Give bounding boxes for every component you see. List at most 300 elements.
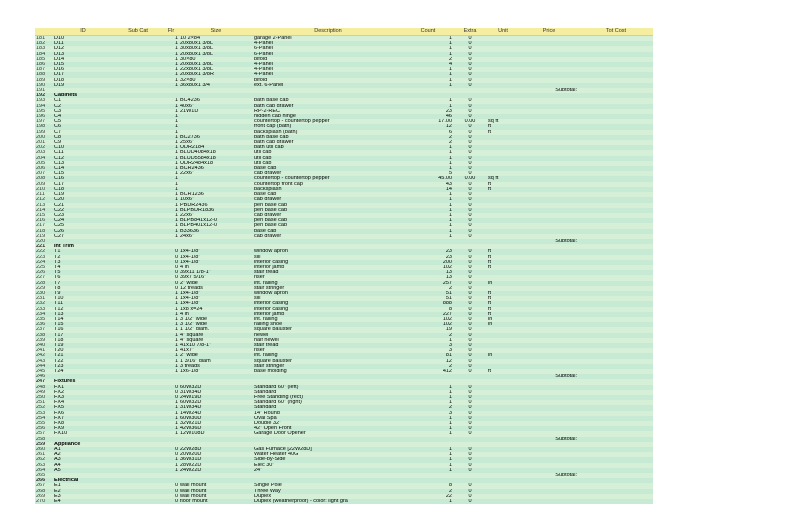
extra-cell[interactable]: 0 <box>468 337 472 343</box>
count-cell[interactable]: 43 <box>445 181 452 187</box>
id-cell[interactable]: T4 <box>54 264 61 270</box>
count-cell[interactable]: 23 <box>445 254 452 260</box>
count-cell[interactable]: 45.00 <box>438 176 452 182</box>
size-cell[interactable]: 1x4-1/8" <box>180 249 201 255</box>
description-cell[interactable]: pen base cab <box>254 202 288 208</box>
count-cell[interactable]: 412 <box>442 369 452 374</box>
id-cell[interactable]: T21 <box>54 353 64 359</box>
floor-cell[interactable]: 1 <box>174 82 178 88</box>
description-cell[interactable]: 6-Panel <box>254 46 273 52</box>
id-cell[interactable]: C23 <box>54 212 65 218</box>
extra-cell[interactable]: 0 <box>468 129 472 135</box>
floor-cell[interactable]: 1 <box>174 119 178 125</box>
extra-cell[interactable]: 0 <box>468 218 472 224</box>
description-cell[interactable]: bath cab drawer <box>254 103 294 109</box>
price-cell[interactable] <box>519 499 579 504</box>
extra-cell[interactable]: 0 <box>468 488 472 494</box>
size-cell[interactable]: BCR2436 <box>180 166 204 172</box>
size-cell[interactable]: 31W34D <box>180 389 202 395</box>
count-cell[interactable]: 1 <box>448 223 452 229</box>
description-cell[interactable]: util cab <box>254 155 272 161</box>
id-cell[interactable]: C25 <box>54 223 65 229</box>
size-cell[interactable]: 25x6" <box>180 140 194 146</box>
description-cell[interactable]: bath base cab <box>254 134 289 140</box>
row-number-cell[interactable]: 215 <box>36 212 46 218</box>
row-number-cell[interactable]: 207 <box>36 171 46 177</box>
count-cell[interactable]: 1 <box>448 452 452 458</box>
size-cell[interactable]: 22x6" <box>180 212 194 218</box>
row-number-cell[interactable]: 184 <box>36 51 46 57</box>
count-cell[interactable]: 1 <box>448 395 452 401</box>
floor-cell[interactable]: 1 <box>174 332 178 338</box>
id-cell[interactable]: C27 <box>54 233 65 239</box>
id-cell[interactable]: C22 <box>54 207 65 213</box>
description-cell[interactable]: stair stringer <box>254 285 285 291</box>
description-cell[interactable]: int. railing <box>254 316 278 322</box>
id-cell[interactable]: FX6 <box>54 410 65 416</box>
row-number-cell[interactable]: 229 <box>36 285 46 291</box>
row-number-cell[interactable]: 187 <box>36 67 46 73</box>
floor-cell[interactable]: 1 <box>174 181 178 187</box>
row-number-cell[interactable]: 209 <box>36 181 46 187</box>
floor-cell[interactable]: 1 <box>174 207 178 213</box>
size-cell[interactable]: 60W32D <box>180 400 202 406</box>
count-cell[interactable]: 1 <box>448 207 452 213</box>
extra-cell[interactable]: 0 <box>468 233 472 239</box>
row-number-cell[interactable]: 190 <box>36 82 46 88</box>
id-cell[interactable]: T10 <box>54 296 64 302</box>
description-cell[interactable]: base cab <box>254 166 277 172</box>
count-cell[interactable]: 3 <box>448 342 452 348</box>
id-cell[interactable]: C26 <box>54 228 65 234</box>
count-cell[interactable]: 227 <box>442 311 452 317</box>
size-cell[interactable]: 12W108D <box>180 431 205 437</box>
size-cell[interactable]: BC4236 <box>180 98 200 104</box>
size-cell[interactable]: 20x80x1 3/8L <box>180 51 214 57</box>
column-header-size[interactable]: Size <box>179 28 253 36</box>
floor-cell[interactable]: 1 <box>174 327 178 333</box>
unit-cell[interactable]: sq ft <box>488 176 499 182</box>
size-cell[interactable]: 24W22D <box>180 467 202 473</box>
count-cell[interactable]: 1 <box>448 457 452 463</box>
count-cell[interactable]: 1 <box>448 150 452 156</box>
floor-cell[interactable]: 1 <box>174 233 178 239</box>
unit-cell[interactable]: ft <box>488 249 492 255</box>
row-number-cell[interactable]: 266 <box>36 478 46 484</box>
description-cell[interactable]: RP-2-REC <box>254 108 280 114</box>
row-number-cell[interactable]: 267 <box>36 483 46 489</box>
description-cell[interactable]: stair stringer <box>254 363 285 369</box>
floor-cell[interactable]: 1 <box>174 140 178 146</box>
floor-cell[interactable]: 0 <box>174 280 178 286</box>
size-cell[interactable]: 39x11 1/8-1" <box>180 270 211 276</box>
size-cell[interactable]: 4 in <box>180 311 189 317</box>
row-number-cell[interactable]: 241 <box>36 348 46 354</box>
column-header-id[interactable]: ID <box>53 28 113 36</box>
floor-cell[interactable]: 1 <box>174 166 178 172</box>
count-cell[interactable]: 1 <box>448 467 452 473</box>
row-number-cell[interactable]: 240 <box>36 342 46 348</box>
extra-cell[interactable]: 0 <box>468 290 472 296</box>
row-number-cell[interactable]: 188 <box>36 72 46 78</box>
floor-cell[interactable]: 1 <box>174 290 178 296</box>
unit-cell[interactable]: ft <box>488 301 492 307</box>
id-cell[interactable]: T5 <box>54 270 61 276</box>
row-number-cell[interactable]: 198 <box>36 124 46 130</box>
count-cell[interactable]: 1 <box>448 389 452 395</box>
description-cell[interactable]: 42" Open Front <box>254 426 292 432</box>
count-cell[interactable]: 1 <box>448 431 452 437</box>
count-cell[interactable]: 12 <box>445 124 452 130</box>
count-cell[interactable]: 5 <box>448 171 452 177</box>
id-cell[interactable]: FX3 <box>54 395 65 401</box>
count-cell[interactable]: 8 <box>448 483 452 489</box>
unit-cell[interactable]: in <box>488 353 493 359</box>
size-cell[interactable]: 12 treads <box>180 285 203 291</box>
floor-cell[interactable]: 1 <box>174 316 178 322</box>
id-cell[interactable]: C4 <box>54 114 62 120</box>
description-cell[interactable]: interior casing <box>254 301 289 307</box>
id-cell[interactable]: D15 <box>54 62 65 68</box>
count-cell[interactable]: 1 <box>448 166 452 172</box>
extra-cell[interactable]: 0 <box>468 431 472 437</box>
row-number-cell[interactable]: 201 <box>36 140 46 146</box>
floor-cell[interactable]: 1 <box>174 62 178 68</box>
subtotal-label-cell[interactable]: Subtotal: <box>555 436 577 442</box>
unit-cell[interactable]: ft <box>488 254 492 260</box>
floor-cell[interactable]: 0 <box>174 259 178 265</box>
extra-cell[interactable]: 0 <box>468 150 472 156</box>
row-number-cell[interactable]: 238 <box>36 332 46 338</box>
description-cell[interactable]: bath util cab <box>254 145 284 151</box>
extra-cell[interactable]: 0 <box>468 467 472 473</box>
description-cell[interactable]: cab drawer <box>254 171 282 177</box>
row-number-cell[interactable]: 242 <box>36 353 46 359</box>
floor-cell[interactable]: 0 <box>174 254 178 260</box>
floor-cell[interactable]: 1 <box>174 35 178 41</box>
size-cell[interactable]: 60W30D <box>180 415 202 421</box>
size-cell[interactable]: 42W36D <box>180 426 202 432</box>
floor-cell[interactable]: 1 <box>174 145 178 151</box>
floor-cell[interactable]: 1 <box>174 358 178 364</box>
section-label-cell[interactable]: Fixtures <box>54 379 76 385</box>
description-cell[interactable]: sill <box>254 296 261 302</box>
extra-cell[interactable]: 0 <box>468 353 472 359</box>
extra-cell[interactable]: 0 <box>468 270 472 276</box>
floor-cell[interactable]: 1 <box>174 405 178 411</box>
count-cell[interactable]: 23 <box>445 108 452 114</box>
id-cell[interactable]: C7 <box>54 129 62 135</box>
size-cell[interactable]: 31W34D <box>180 405 202 411</box>
row-number-cell[interactable]: 227 <box>36 275 46 281</box>
count-cell[interactable]: 1 <box>448 212 452 218</box>
count-cell[interactable]: 12 <box>445 358 452 364</box>
count-cell[interactable]: 888 <box>442 301 452 307</box>
description-cell[interactable]: square baluster <box>254 358 292 364</box>
description-cell[interactable]: backsplash (bath) <box>254 129 298 135</box>
extra-cell[interactable]: 0.00 <box>464 119 476 125</box>
size-cell[interactable]: BCR1236 <box>180 192 204 198</box>
extra-cell[interactable]: 0 <box>468 389 472 395</box>
size-cell[interactable]: 1x4-1/8" <box>180 259 201 265</box>
description-cell[interactable]: newel <box>254 332 269 338</box>
floor-cell[interactable]: 1 <box>174 197 178 203</box>
description-cell[interactable]: 4-Panel <box>254 67 273 73</box>
extra-cell[interactable]: 0 <box>468 296 472 302</box>
row-number-cell[interactable]: 225 <box>36 264 46 270</box>
size-cell[interactable]: 20x80x1 3/8L <box>180 62 214 68</box>
count-cell[interactable]: 1 <box>448 72 452 78</box>
size-cell[interactable]: BLPB401x12-0 <box>180 223 217 229</box>
floor-cell[interactable]: 1 <box>174 150 178 156</box>
row-number-cell[interactable]: 224 <box>36 259 46 265</box>
description-cell[interactable]: window apron <box>254 290 288 296</box>
column-header-extra[interactable]: Extra <box>453 28 487 36</box>
floor-cell[interactable]: 1 <box>174 306 178 312</box>
column-header-sub-cat[interactable]: Sub Cat <box>113 28 163 36</box>
row-number-cell[interactable]: 191 <box>36 88 46 94</box>
id-cell[interactable]: D17 <box>54 72 65 78</box>
floor-cell[interactable]: 1 <box>174 41 178 47</box>
extra-cell[interactable]: 0 <box>468 197 472 203</box>
id-cell[interactable]: D14 <box>54 56 65 62</box>
id-cell[interactable]: A4 <box>54 462 61 468</box>
id-cell[interactable]: C20 <box>54 197 65 203</box>
size-cell[interactable]: 36W31D <box>180 457 202 463</box>
floor-cell[interactable]: 1 <box>174 124 178 130</box>
unit-cell[interactable] <box>487 499 519 504</box>
id-cell[interactable]: T1 <box>54 249 61 255</box>
count-cell[interactable]: 1 <box>448 233 452 239</box>
description-cell[interactable]: base cab <box>254 228 277 234</box>
description-cell[interactable]: cab drawer <box>254 233 282 239</box>
row-number-cell[interactable]: 250 <box>36 395 46 401</box>
row-number-cell[interactable]: 258 <box>36 436 46 442</box>
tot-cost-cell[interactable] <box>579 499 653 504</box>
floor-cell[interactable]: 1 <box>174 311 178 317</box>
id-cell[interactable]: D13 <box>54 51 65 57</box>
floor-cell[interactable]: 1 <box>174 337 178 343</box>
unit-cell[interactable]: ft <box>488 129 492 135</box>
id-cell[interactable]: T3 <box>54 259 61 265</box>
description-cell[interactable]: int. railing <box>254 353 278 359</box>
floor-cell[interactable]: 1 <box>174 129 178 135</box>
description-cell[interactable]: Standard 60" (right) <box>254 400 302 406</box>
row-number-cell[interactable]: 222 <box>36 249 46 255</box>
extra-cell[interactable]: 0 <box>468 483 472 489</box>
description-cell[interactable]: riser <box>254 275 265 281</box>
subtotal-label-cell[interactable]: Subtotal: <box>555 88 577 94</box>
row-number-cell[interactable]: 196 <box>36 114 46 120</box>
size-cell[interactable]: 41x7" <box>180 348 194 354</box>
row-number-cell[interactable]: 239 <box>36 337 46 343</box>
count-cell[interactable]: 1 <box>448 82 452 88</box>
count-cell[interactable]: 1 <box>448 202 452 208</box>
unit-cell[interactable]: in <box>488 322 493 328</box>
extra-cell[interactable]: 0 <box>468 311 472 317</box>
floor-cell[interactable]: 1 <box>174 228 178 234</box>
row-number-cell[interactable]: 192 <box>36 93 46 99</box>
row-number-cell[interactable]: 194 <box>36 103 46 109</box>
extra-cell[interactable]: 0 <box>468 124 472 130</box>
count-cell[interactable]: 2 <box>448 363 452 369</box>
description-cell[interactable]: square baluster <box>254 327 292 333</box>
count-cell[interactable]: 1 <box>448 160 452 166</box>
size-cell[interactable]: 22x80x1 3/8L <box>180 67 214 73</box>
id-cell[interactable]: T17 <box>54 332 64 338</box>
column-header-description[interactable]: Description <box>253 28 403 36</box>
description-cell[interactable]: Duplex <box>254 493 272 499</box>
count-cell[interactable]: 2 <box>448 488 452 494</box>
id-cell[interactable]: C19 <box>54 192 65 198</box>
extra-cell[interactable]: 0 <box>468 275 472 281</box>
column-header-count[interactable]: Count <box>403 28 453 36</box>
size-cell[interactable]: 24W19D <box>180 395 202 401</box>
extra-cell[interactable]: 0 <box>468 426 472 432</box>
row-number-cell[interactable]: 253 <box>36 410 46 416</box>
row-number-cell[interactable]: 205 <box>36 160 46 166</box>
unit-cell[interactable]: ft <box>488 186 492 192</box>
count-cell[interactable]: 81 <box>445 353 452 359</box>
description-cell[interactable]: Free Standing (rect) <box>254 395 303 401</box>
extra-cell[interactable]: 0 <box>468 140 472 146</box>
row-number-cell[interactable]: 254 <box>36 415 46 421</box>
count-cell[interactable]: 1 <box>448 228 452 234</box>
id-cell[interactable]: C10 <box>54 145 65 151</box>
count-cell[interactable]: 1 <box>448 426 452 432</box>
floor-cell[interactable]: 0 <box>174 285 178 291</box>
id-cell[interactable]: C6 <box>54 124 62 130</box>
row-number-cell[interactable]: 230 <box>36 290 46 296</box>
count-cell[interactable]: 2 <box>448 332 452 338</box>
extra-cell[interactable]: 0 <box>468 384 472 390</box>
section-label-cell[interactable]: Cabinets <box>54 93 78 99</box>
extra-cell[interactable]: 0 <box>468 369 472 374</box>
id-cell[interactable]: C16 <box>54 176 65 182</box>
count-cell[interactable]: 1 <box>448 337 452 343</box>
row-number-cell[interactable]: 264 <box>36 467 46 473</box>
description-cell[interactable]: Double 32" <box>254 421 282 427</box>
row-number-cell[interactable]: 182 <box>36 41 46 47</box>
count-cell[interactable]: 1 <box>448 421 452 427</box>
table-row[interactable] <box>35 499 653 504</box>
id-cell[interactable]: FX7 <box>54 415 65 421</box>
id-cell[interactable]: FX1 <box>54 384 65 390</box>
description-cell[interactable]: interior casing <box>254 306 289 312</box>
floor-cell[interactable]: 0 <box>174 249 178 255</box>
id-cell[interactable]: A1 <box>54 447 61 453</box>
size-cell[interactable]: 22x6" <box>180 171 194 177</box>
description-cell[interactable]: 4-Panel <box>254 62 273 68</box>
row-number-cell[interactable]: 221 <box>36 244 46 250</box>
floor-cell[interactable]: 1 <box>174 114 178 120</box>
extra-cell[interactable]: 0 <box>468 342 472 348</box>
row-number-cell[interactable]: 202 <box>36 145 46 151</box>
id-cell[interactable]: C17 <box>54 181 65 187</box>
count-cell[interactable]: 1 <box>448 192 452 198</box>
row-number-cell[interactable]: 208 <box>36 176 46 182</box>
extra-cell[interactable]: 0 <box>468 46 472 52</box>
row-number-cell[interactable]: 212 <box>36 197 46 203</box>
id-cell[interactable]: FX5 <box>54 405 65 411</box>
floor-cell[interactable]: 1 <box>174 171 178 177</box>
floor-cell[interactable]: 0 <box>174 452 178 458</box>
row-number-cell[interactable]: 206 <box>36 166 46 172</box>
size-cell[interactable]: wall mount <box>180 488 207 494</box>
extra-cell[interactable]: 0 <box>468 306 472 312</box>
id-cell[interactable]: E2 <box>54 488 61 494</box>
size-cell[interactable]: 1x4-1/8" <box>180 254 201 260</box>
count-cell[interactable]: 1 <box>448 384 452 390</box>
row-number-cell[interactable]: 220 <box>36 238 46 244</box>
extra-cell[interactable]: 0 <box>468 41 472 47</box>
extra-cell[interactable]: 0 <box>468 462 472 468</box>
count-cell[interactable]: 1 <box>448 103 452 109</box>
row-number-cell[interactable]: 200 <box>36 134 46 140</box>
extra-cell[interactable]: 0 <box>468 447 472 453</box>
extra-cell[interactable]: 0 <box>468 421 472 427</box>
description-cell[interactable]: base molding <box>254 369 287 374</box>
description-cell[interactable]: sill <box>254 254 261 260</box>
id-cell[interactable]: FX8 <box>54 421 65 427</box>
id-cell[interactable]: C14 <box>54 166 65 172</box>
extra-cell[interactable]: 0 <box>468 322 472 328</box>
size-cell[interactable]: 30×80 <box>180 56 196 62</box>
row-number-cell[interactable]: 181 <box>36 35 46 41</box>
description-cell[interactable]: pen base cab <box>254 223 288 229</box>
row-number-cell[interactable]: 231 <box>36 296 46 302</box>
size-cell[interactable]: BLUD4084x18 <box>180 150 216 156</box>
count-cell[interactable]: 13 <box>445 275 452 281</box>
row-number-cell[interactable]: 223 <box>36 254 46 260</box>
description-cell[interactable]: bifold <box>254 77 268 83</box>
count-cell[interactable]: 1 <box>448 46 452 52</box>
row-number-cell[interactable]: 197 <box>36 119 46 125</box>
id-cell[interactable]: C24 <box>54 218 65 224</box>
extra-cell[interactable]: 0 <box>468 160 472 166</box>
extra-cell[interactable]: 0 <box>468 327 472 333</box>
size-cell[interactable]: 4 in <box>180 264 189 270</box>
row-number-cell[interactable]: 228 <box>36 280 46 286</box>
id-cell[interactable]: T24 <box>54 369 64 374</box>
id-cell[interactable]: T20 <box>54 348 64 354</box>
row-number-cell[interactable]: 261 <box>36 452 46 458</box>
size-cell[interactable]: UDR2484x18 <box>180 160 214 166</box>
count-cell[interactable]: 1 <box>448 499 452 505</box>
description-cell[interactable]: bath cab drawer <box>254 140 294 146</box>
count-cell[interactable]: 1 <box>448 145 452 151</box>
floor-cell[interactable]: 0 <box>174 275 178 281</box>
description-cell[interactable]: pen base cab <box>254 218 288 224</box>
count-cell[interactable]: 2 <box>448 285 452 291</box>
description-cell[interactable]: cab drawer <box>254 212 282 218</box>
description-cell[interactable]: bifold <box>254 56 268 62</box>
extra-cell[interactable]: 0 <box>468 67 472 73</box>
description-cell[interactable]: interior jamb <box>254 311 285 317</box>
section-label-cell[interactable]: Int Trim <box>54 244 74 250</box>
extra-cell[interactable]: 0 <box>468 155 472 161</box>
extra-cell[interactable]: 0 <box>468 134 472 140</box>
extra-cell[interactable]: 0 <box>468 264 472 270</box>
floor-cell[interactable]: 1 <box>174 72 178 78</box>
extra-cell[interactable]: 0 <box>468 192 472 198</box>
extra-cell[interactable]: 0 <box>468 223 472 229</box>
floor-cell[interactable]: 1 <box>174 46 178 52</box>
description-cell[interactable]: ext. 6-Panel <box>254 82 284 88</box>
floor-cell[interactable]: 0 <box>174 395 178 401</box>
extra-cell[interactable]: 0 <box>468 56 472 62</box>
row-number-cell[interactable]: 251 <box>36 400 46 406</box>
